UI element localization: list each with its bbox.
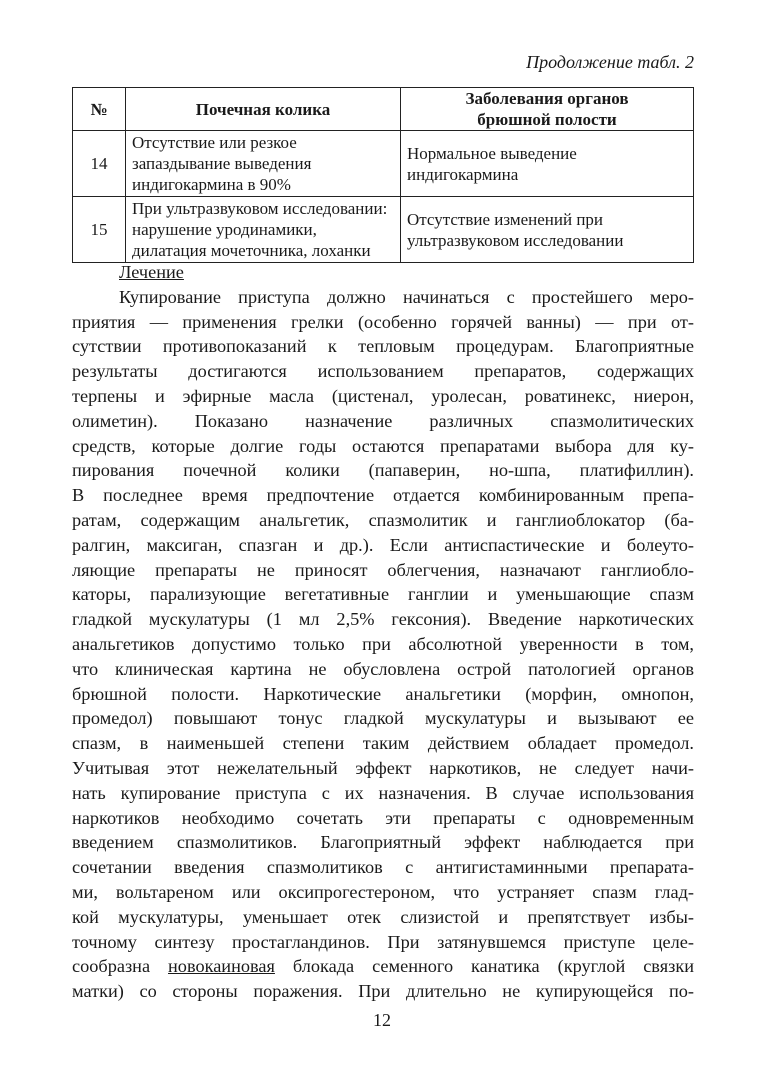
text-line	[72, 781, 694, 806]
row-number: 14	[73, 131, 126, 197]
renal-colic-cell: При ультразвуковом исследовании: нарушение уродинамики, дилатация мочеточника, лоханки	[126, 197, 401, 263]
text-line	[72, 632, 694, 657]
table-header-row	[73, 88, 694, 131]
text-line	[72, 483, 694, 508]
text-segment: терпены и эфирные масла (цистенал, уролесан, роватинекс, ниерон,	[72, 385, 694, 406]
table-row	[73, 131, 694, 197]
text-segment: приятия — применения грелки (особенно горячей ванны) — при от-	[72, 311, 694, 332]
text-line	[72, 285, 694, 310]
text-line	[72, 384, 694, 409]
text-segment: спазм, в наименьшей степени таким действием обладает промедол.	[72, 733, 694, 754]
text-line	[72, 409, 694, 434]
section-heading	[72, 260, 694, 285]
header-abdominal-diseases: Заболевания органов брюшной полости	[401, 88, 694, 131]
text-segment: гладкой мускулатуры (1 мл 2,5% гексония). Введение наркотических	[72, 609, 694, 630]
text-line	[72, 682, 694, 707]
text-segment: результаты достигаются использованием препаратов, содержащих	[72, 361, 694, 382]
underlined-term: новокаиновая	[168, 956, 275, 977]
text-segment: сочетании введения спазмолитиков с антигистаминными препарата-	[72, 857, 694, 878]
text-line	[72, 979, 694, 1004]
text-line	[72, 954, 694, 979]
section-heading-text: Лечение	[119, 262, 184, 282]
text-line	[72, 334, 694, 359]
text-segment: блокада семенного канатика (круглой связки	[274, 956, 694, 977]
text-segment: сообразна	[72, 956, 169, 977]
text-line	[72, 558, 694, 583]
text-segment: кой мускулатуры, уменьшает отек слизистой и препятствует избы-	[72, 906, 694, 927]
text-segment: сутствии противопоказаний к тепловым процедурам. Благоприятные	[72, 336, 694, 357]
text-line	[72, 310, 694, 335]
text-line	[72, 533, 694, 558]
text-line	[72, 434, 694, 459]
text-line	[72, 855, 694, 880]
text-segment: каторы, парализующие вегетативные ганглии и уменьшающие спазм	[72, 584, 694, 605]
page-number: 12	[373, 1010, 391, 1030]
text-segment: олиметин). Показано назначение различных спазмолитических	[72, 410, 694, 431]
text-segment: Купирование приступа должно начинаться с простейшего меро-	[119, 286, 694, 307]
text-segment: введением спазмолитиков. Благоприятный эффект наблюдается при	[72, 832, 694, 853]
text-segment: брюшной полости. Наркотические анальгетики (морфин, омнопон,	[72, 683, 694, 704]
text-segment: нать купирование приступа с их назначения. В случае использования	[72, 782, 694, 803]
text-segment: пирования почечной колики (папаверин, но-шпа, платифиллин).	[72, 460, 694, 481]
body-text	[72, 260, 694, 1004]
text-line	[72, 582, 694, 607]
text-segment: точному синтезу простагландинов. При затянувшемся приступе целе-	[72, 931, 694, 952]
text-segment: что клиническая картина не обусловлена острой патологией органов	[72, 658, 694, 679]
renal-colic-cell: Отсутствие или резкое запаздывание выведения индигокармина в 90%	[126, 131, 401, 197]
text-segment: матки) со стороны поражения. При длительно не купирующейся по-	[72, 981, 694, 1002]
text-segment: наркотиков необходимо сочетать эти препараты с одновременным	[72, 807, 694, 828]
abdominal-cell: Нормальное выведение индигокармина	[401, 131, 694, 197]
text-line	[72, 508, 694, 533]
text-line	[72, 607, 694, 632]
text-line	[72, 657, 694, 682]
text-segment: ратам, содержащим анальгетик, спазмолитик и ганглиоблокатор (ба-	[72, 509, 694, 530]
text-segment: ляющие препараты не приносят облегчения, назначают ганглиобло-	[72, 559, 694, 580]
text-line	[72, 458, 694, 483]
text-segment: ми, вольтареном или оксипрогестероном, что устраняет спазм глад-	[72, 881, 694, 902]
text-segment: промедол) повышают тонус гладкой мускулатуры и вызывают ее	[72, 708, 694, 729]
text-segment: Учитывая этот нежелательный эффект наркотиков, не следует начи-	[72, 757, 694, 778]
table-row	[73, 197, 694, 263]
text-segment: ралгин, максиган, спазган и др.). Если антиспастические и болеуто-	[72, 534, 694, 555]
text-line	[72, 930, 694, 955]
text-line	[72, 806, 694, 831]
text-line	[72, 880, 694, 905]
comparison-table	[72, 87, 694, 263]
header-number: №	[73, 88, 126, 131]
abdominal-cell: Отсутствие изменений при ультразвуковом исследовании	[401, 197, 694, 263]
text-line	[72, 830, 694, 855]
text-line	[72, 905, 694, 930]
text-line	[72, 756, 694, 781]
text-segment: средств, которые долгие годы остаются препаратами выбора для ку-	[72, 435, 694, 456]
row-number: 15	[73, 197, 126, 263]
text-line	[72, 706, 694, 731]
header-renal-colic: Почечная колика	[126, 88, 401, 131]
text-line	[72, 731, 694, 756]
text-segment: анальгетиков допустимо только при абсолютной уверенности в том,	[72, 633, 694, 654]
text-segment: В последнее время предпочтение отдается комбинированным препа-	[72, 485, 694, 506]
text-line	[72, 359, 694, 384]
table-caption: Продолжение табл. 2	[526, 52, 694, 72]
